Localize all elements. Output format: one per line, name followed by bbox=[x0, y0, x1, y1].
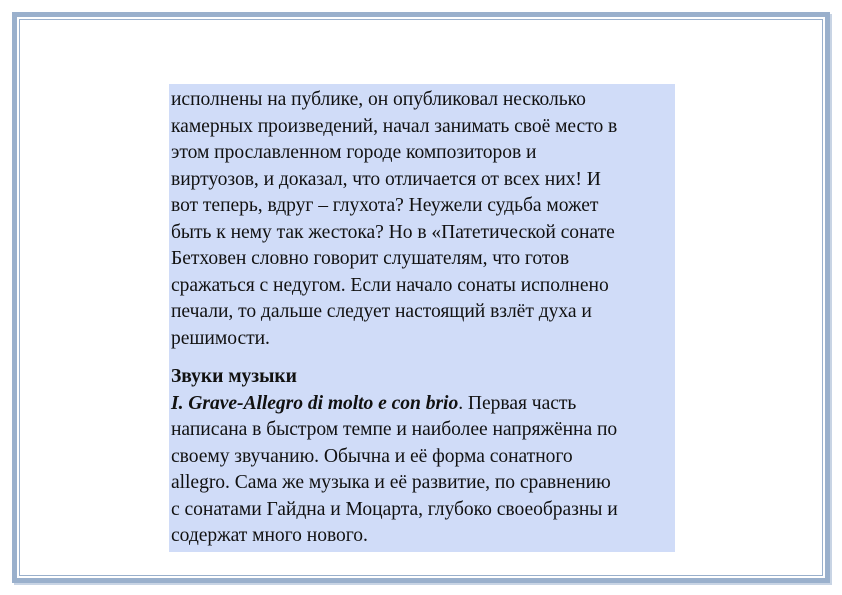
section-heading: Звуки музыки bbox=[171, 366, 297, 387]
text-block bbox=[169, 84, 675, 552]
text-line: allegro. Сама же музыка и её развитие, по сравнению bbox=[171, 472, 611, 493]
text-line: сражаться с недугом. Если начало сонаты исполнено bbox=[171, 274, 609, 296]
text-line: вот теперь, вдруг – глухота? Неужели судьба может bbox=[171, 195, 599, 216]
text-line: содержат много нового. bbox=[171, 525, 368, 546]
text-line: своему звучанию. Обычна и её форма сонатного bbox=[171, 445, 573, 467]
text-line: Бетховен словно говорит слушателям, что готов bbox=[171, 248, 570, 269]
text-line: камерных произведений, начал занимать своё место в bbox=[171, 115, 618, 137]
movement-line-rest: . Первая часть bbox=[458, 392, 577, 414]
text-line: печали, то дальше следует настоящий взлёт духа и bbox=[171, 301, 592, 322]
text-line: быть к нему так жестока? Но в «Патетической сонате bbox=[171, 221, 615, 243]
paragraph-spacer bbox=[171, 352, 673, 364]
text-line: этом прославленном городе композиторов и bbox=[171, 142, 537, 163]
text-line: решимости. bbox=[171, 327, 270, 349]
movement-title: I. Grave-Allegro di molto e con brio bbox=[171, 392, 459, 414]
text-line: написана в быстром темпе и наиболее напряжённа по bbox=[171, 419, 618, 440]
movement-line bbox=[171, 391, 673, 418]
text-line: исполнены на публике, он опубликовал несколько bbox=[171, 89, 586, 110]
text-line: с сонатами Гайдна и Моцарта, глубоко своеобразны и bbox=[171, 498, 618, 520]
text-line: виртуозов, и доказал, что отличается от всех них! И bbox=[171, 168, 601, 190]
